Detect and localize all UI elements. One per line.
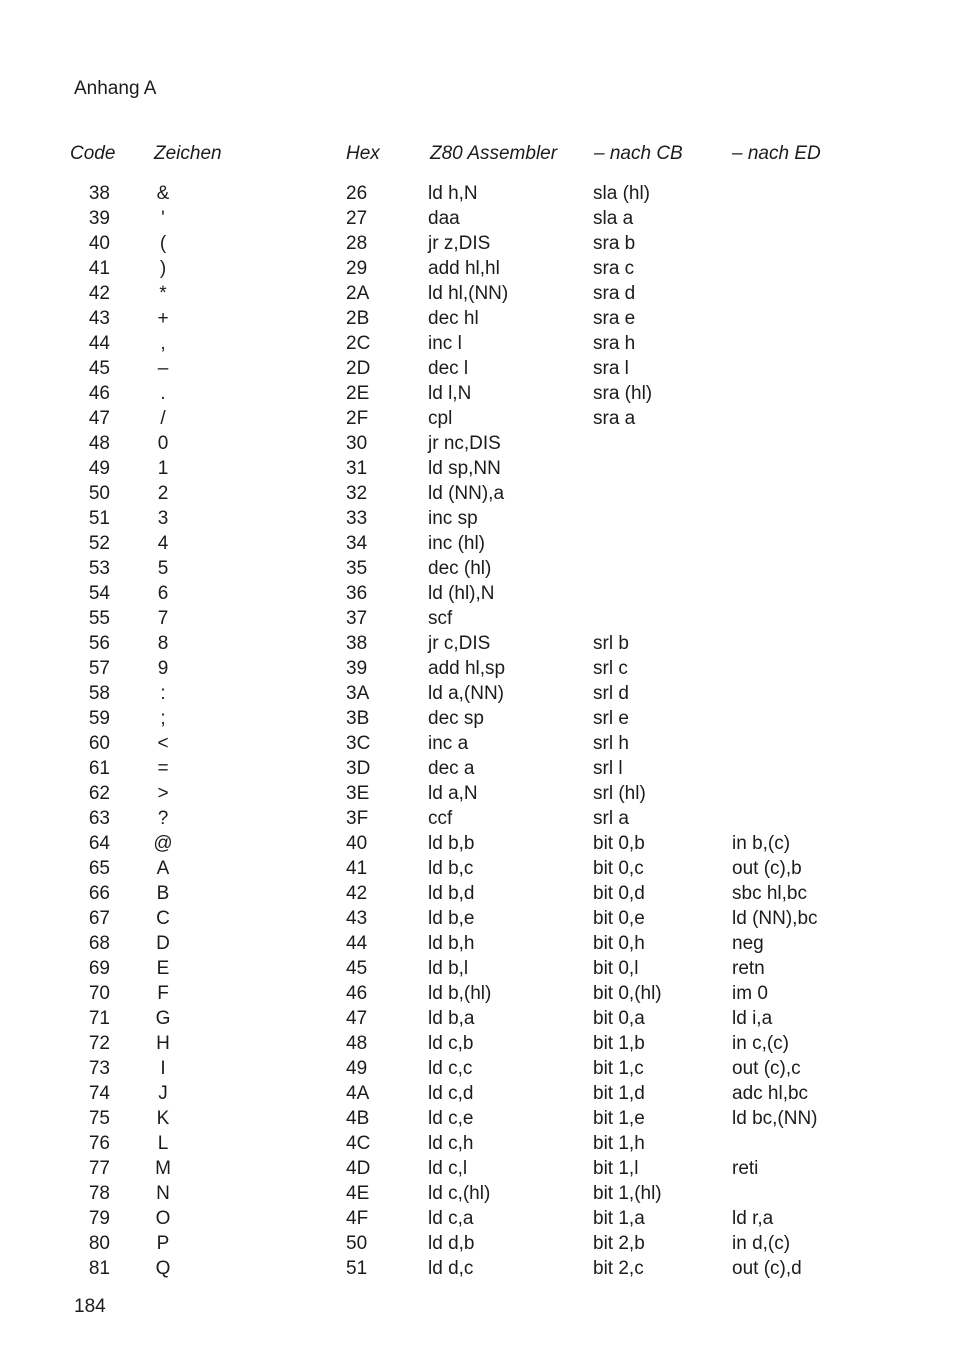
hex-cell: 30 [346,433,368,454]
assembler-cell: dec a [428,758,475,779]
assembler-cell: dec sp [428,708,484,729]
cb-cell: sla (hl) [593,183,651,204]
table-row [0,258,970,283]
cb-cell: sra c [593,258,635,279]
cb-cell: sra e [593,308,636,329]
char-cell: O [155,1208,171,1229]
hex-cell: 3F [346,808,369,829]
table-row [0,458,970,483]
hex-cell: 27 [346,208,368,229]
code-cell: 54 [88,583,110,604]
table-row [0,1083,970,1108]
char-cell: * [159,283,167,304]
hex-cell: 2F [346,408,369,429]
column-header-hex: Hex [346,143,380,164]
code-cell: 43 [88,308,110,329]
ed-cell: neg [732,933,764,954]
char-cell: . [160,383,166,404]
assembler-cell: ld c,c [428,1058,473,1079]
hex-cell: 3E [346,783,370,804]
code-cell: 49 [88,458,110,479]
table-row [0,1133,970,1158]
cb-cell: sra b [593,233,636,254]
hex-cell: 35 [346,558,368,579]
hex-cell: 3A [346,683,370,704]
assembler-cell: ld c,b [428,1033,474,1054]
table-row [0,908,970,933]
cb-cell: srl (hl) [593,783,646,804]
ed-cell: retn [732,958,765,979]
char-cell: M [155,1158,171,1179]
hex-cell: 2A [346,283,370,304]
code-cell: 64 [88,833,110,854]
hex-cell: 48 [346,1033,368,1054]
cb-cell: bit 1,(hl) [593,1183,662,1204]
hex-cell: 36 [346,583,368,604]
hex-cell: 3D [346,758,371,779]
hex-cell: 49 [346,1058,368,1079]
assembler-cell: ld b,c [428,858,474,879]
code-cell: 38 [88,183,110,204]
ed-cell: ld bc,(NN) [732,1108,818,1129]
char-cell: J [158,1083,168,1104]
code-cell: 45 [88,358,110,379]
code-cell: 65 [88,858,110,879]
char-cell: = [157,758,169,779]
assembler-cell: daa [428,208,460,229]
table-row [0,558,970,583]
column-header-assembler: Z80 Assembler [430,143,558,164]
code-cell: 59 [88,708,110,729]
char-cell: / [160,408,166,429]
cb-cell: bit 0,(hl) [593,983,662,1004]
char-cell: K [156,1108,170,1129]
code-cell: 62 [88,783,110,804]
code-cell: 76 [88,1133,110,1154]
code-cell: 77 [88,1158,110,1179]
ed-cell: sbc hl,bc [732,883,807,904]
code-cell: 50 [88,483,110,504]
hex-cell: 4D [346,1158,371,1179]
table-row [0,1183,970,1208]
char-cell: 4 [157,533,169,554]
cb-cell: bit 0,c [593,858,644,879]
char-cell: + [157,308,169,329]
table-row [0,508,970,533]
cb-cell: bit 1,c [593,1058,644,1079]
code-cell: 78 [88,1183,110,1204]
code-cell: 63 [88,808,110,829]
table-row [0,483,970,508]
assembler-cell: ld c,h [428,1133,474,1154]
char-cell: 9 [157,658,169,679]
hex-cell: 34 [346,533,368,554]
assembler-cell: ld l,N [428,383,472,404]
char-cell: – [157,358,169,379]
code-cell: 48 [88,433,110,454]
code-cell: 71 [88,1008,110,1029]
ed-cell: out (c),b [732,858,802,879]
code-cell: 52 [88,533,110,554]
code-cell: 44 [88,333,110,354]
cb-cell: bit 2,c [593,1258,644,1279]
cb-cell: bit 1,l [593,1158,639,1179]
char-cell: F [157,983,169,1004]
code-cell: 58 [88,683,110,704]
assembler-cell: dec hl [428,308,479,329]
cb-cell: bit 1,a [593,1208,645,1229]
char-cell: 6 [157,583,169,604]
assembler-cell: ld a,(NN) [428,683,505,704]
hex-cell: 37 [346,608,368,629]
assembler-cell: ld h,N [428,183,478,204]
cb-cell: srl d [593,683,629,704]
char-cell: B [156,883,170,904]
char-cell: ? [157,808,169,829]
hex-cell: 44 [346,933,368,954]
assembler-cell: dec l [428,358,469,379]
assembler-cell: inc l [428,333,462,354]
cb-cell: sra a [593,408,636,429]
table-row [0,233,970,258]
hex-cell: 43 [346,908,368,929]
assembler-cell: ld b,a [428,1008,475,1029]
table-row [0,433,970,458]
assembler-cell: dec (hl) [428,558,492,579]
code-cell: 60 [88,733,110,754]
cb-cell: srl e [593,708,629,729]
code-cell: 39 [88,208,110,229]
hex-cell: 4E [346,1183,370,1204]
hex-cell: 32 [346,483,368,504]
char-cell: P [156,1233,170,1254]
code-cell: 81 [88,1258,110,1279]
assembler-cell: cpl [428,408,453,429]
hex-cell: 45 [346,958,368,979]
cb-cell: srl c [593,658,628,679]
code-cell: 74 [88,1083,110,1104]
code-cell: 42 [88,283,110,304]
assembler-cell: ld c,(hl) [428,1183,491,1204]
ed-cell: out (c),d [732,1258,802,1279]
table-row [0,858,970,883]
cb-cell: bit 0,e [593,908,645,929]
assembler-cell: ld (hl),N [428,583,495,604]
table-row [0,333,970,358]
char-cell: , [160,333,166,354]
hex-cell: 51 [346,1258,368,1279]
table-row [0,708,970,733]
code-cell: 79 [88,1208,110,1229]
code-cell: 51 [88,508,110,529]
hex-cell: 2C [346,333,371,354]
hex-cell: 3C [346,733,371,754]
hex-cell: 31 [346,458,368,479]
ed-cell: in c,(c) [732,1033,789,1054]
table-row [0,583,970,608]
table-row [0,408,970,433]
char-cell: 0 [157,433,169,454]
code-cell: 80 [88,1233,110,1254]
cb-cell: bit 1,d [593,1083,645,1104]
char-cell: 8 [157,633,169,654]
hex-cell: 47 [346,1008,368,1029]
char-cell: 7 [157,608,169,629]
code-cell: 47 [88,408,110,429]
char-cell: > [157,783,169,804]
table-row [0,958,970,983]
column-header-zeichen: Zeichen [154,143,222,164]
hex-cell: 40 [346,833,368,854]
code-cell: 73 [88,1058,110,1079]
code-cell: 72 [88,1033,110,1054]
hex-cell: 4F [346,1208,369,1229]
table-row [0,1208,970,1233]
ed-cell: ld (NN),bc [732,908,818,929]
hex-cell: 4C [346,1133,371,1154]
assembler-cell: ld b,d [428,883,475,904]
code-cell: 56 [88,633,110,654]
code-cell: 55 [88,608,110,629]
cb-cell: sra l [593,358,629,379]
char-cell: @ [153,833,173,854]
assembler-cell: ccf [428,808,453,829]
hex-cell: 33 [346,508,368,529]
assembler-cell: ld hl,(NN) [428,283,509,304]
hex-cell: 4B [346,1108,370,1129]
assembler-cell: ld b,b [428,833,475,854]
assembler-cell: ld (NN),a [428,483,505,504]
assembler-cell: ld b,l [428,958,469,979]
char-cell: N [156,1183,170,1204]
ed-cell: adc hl,bc [732,1083,809,1104]
code-cell: 75 [88,1108,110,1129]
hex-cell: 46 [346,983,368,1004]
table-row [0,1158,970,1183]
assembler-cell: jr c,DIS [428,633,491,654]
code-cell: 53 [88,558,110,579]
ed-cell: ld r,a [732,1208,774,1229]
assembler-cell: add hl,hl [428,258,500,279]
cb-cell: sra h [593,333,636,354]
table-row [0,208,970,233]
cb-cell: bit 0,d [593,883,645,904]
cb-cell: sra (hl) [593,383,653,404]
char-cell: 1 [157,458,169,479]
assembler-cell: ld c,d [428,1083,474,1104]
table-row [0,933,970,958]
char-cell: C [156,908,170,929]
char-cell: E [156,958,170,979]
hex-cell: 29 [346,258,368,279]
assembler-cell: ld b,(hl) [428,983,492,1004]
ed-cell: in d,(c) [732,1233,791,1254]
assembler-cell: inc a [428,733,469,754]
char-cell: : [160,683,166,704]
assembler-cell: ld c,a [428,1208,474,1229]
code-cell: 67 [88,908,110,929]
hex-cell: 41 [346,858,368,879]
char-cell: Q [155,1258,171,1279]
table-row [0,1108,970,1133]
table-row [0,683,970,708]
char-cell: 3 [157,508,169,529]
page-header: Anhang A [74,78,157,99]
table-row [0,283,970,308]
cb-cell: bit 0,a [593,1008,645,1029]
cb-cell: bit 1,b [593,1033,645,1054]
assembler-cell: scf [428,608,453,629]
table-row [0,183,970,208]
table-row [0,1058,970,1083]
table-row [0,783,970,808]
table-row [0,608,970,633]
hex-cell: 38 [346,633,368,654]
cb-cell: sra d [593,283,636,304]
table-row [0,1008,970,1033]
table-row [0,308,970,333]
table-row [0,808,970,833]
cb-cell: bit 0,h [593,933,645,954]
table-row [0,733,970,758]
char-cell: 5 [157,558,169,579]
assembler-cell: ld sp,NN [428,458,501,479]
code-cell: 69 [88,958,110,979]
char-cell: L [157,1133,169,1154]
ed-cell: reti [732,1158,759,1179]
hex-cell: 50 [346,1233,368,1254]
hex-cell: 39 [346,658,368,679]
cb-cell: srl l [593,758,623,779]
hex-cell: 2D [346,358,371,379]
char-cell: & [156,183,170,204]
char-cell: ' [161,208,165,229]
ed-cell: out (c),c [732,1058,801,1079]
ed-cell: im 0 [732,983,768,1004]
char-cell: D [156,933,170,954]
hex-cell: 42 [346,883,368,904]
assembler-cell: ld c,e [428,1108,474,1129]
char-cell: G [155,1008,171,1029]
page-number: 184 [74,1296,106,1317]
char-cell: ( [159,233,167,254]
code-cell: 46 [88,383,110,404]
char-cell: ; [160,708,166,729]
char-cell: A [156,858,170,879]
table-row [0,358,970,383]
code-cell: 61 [88,758,110,779]
hex-cell: 4A [346,1083,370,1104]
table-row [0,658,970,683]
assembler-cell: ld d,c [428,1258,474,1279]
char-cell: H [156,1033,170,1054]
assembler-cell: ld b,h [428,933,475,954]
table-row [0,1258,970,1283]
assembler-cell: inc (hl) [428,533,486,554]
char-cell: ) [159,258,167,279]
hex-cell: 28 [346,233,368,254]
hex-cell: 3B [346,708,370,729]
code-cell: 57 [88,658,110,679]
cb-cell: sla a [593,208,634,229]
hex-cell: 2B [346,308,370,329]
code-cell: 40 [88,233,110,254]
assembler-cell: jr z,DIS [428,233,491,254]
cb-cell: srl h [593,733,629,754]
char-cell: < [157,733,169,754]
cb-cell: bit 0,b [593,833,645,854]
ed-cell: ld i,a [732,1008,773,1029]
assembler-cell: ld b,e [428,908,475,929]
cb-cell: bit 1,h [593,1133,645,1154]
table-row [0,833,970,858]
code-cell: 70 [88,983,110,1004]
cb-cell: bit 1,e [593,1108,645,1129]
column-header-ed: – nach ED [732,143,821,164]
column-header-cb: – nach CB [594,143,683,164]
assembler-cell: jr nc,DIS [428,433,501,454]
table-row [0,1033,970,1058]
cb-cell: bit 2,b [593,1233,645,1254]
ed-cell: in b,(c) [732,833,791,854]
table-row [0,533,970,558]
assembler-cell: add hl,sp [428,658,506,679]
hex-cell: 2E [346,383,370,404]
assembler-cell: ld c,l [428,1158,468,1179]
table-row [0,383,970,408]
assembler-cell: ld a,N [428,783,478,804]
code-cell: 41 [88,258,110,279]
table-row [0,983,970,1008]
char-cell: 2 [157,483,169,504]
hex-cell: 26 [346,183,368,204]
assembler-cell: ld d,b [428,1233,475,1254]
table-row [0,758,970,783]
code-cell: 68 [88,933,110,954]
assembler-cell: inc sp [428,508,478,529]
cb-cell: srl a [593,808,629,829]
table-row [0,633,970,658]
char-cell: I [160,1058,166,1079]
table-row [0,883,970,908]
cb-cell: srl b [593,633,629,654]
cb-cell: bit 0,l [593,958,639,979]
column-header-code: Code [70,143,116,164]
table-row [0,1233,970,1258]
code-cell: 66 [88,883,110,904]
